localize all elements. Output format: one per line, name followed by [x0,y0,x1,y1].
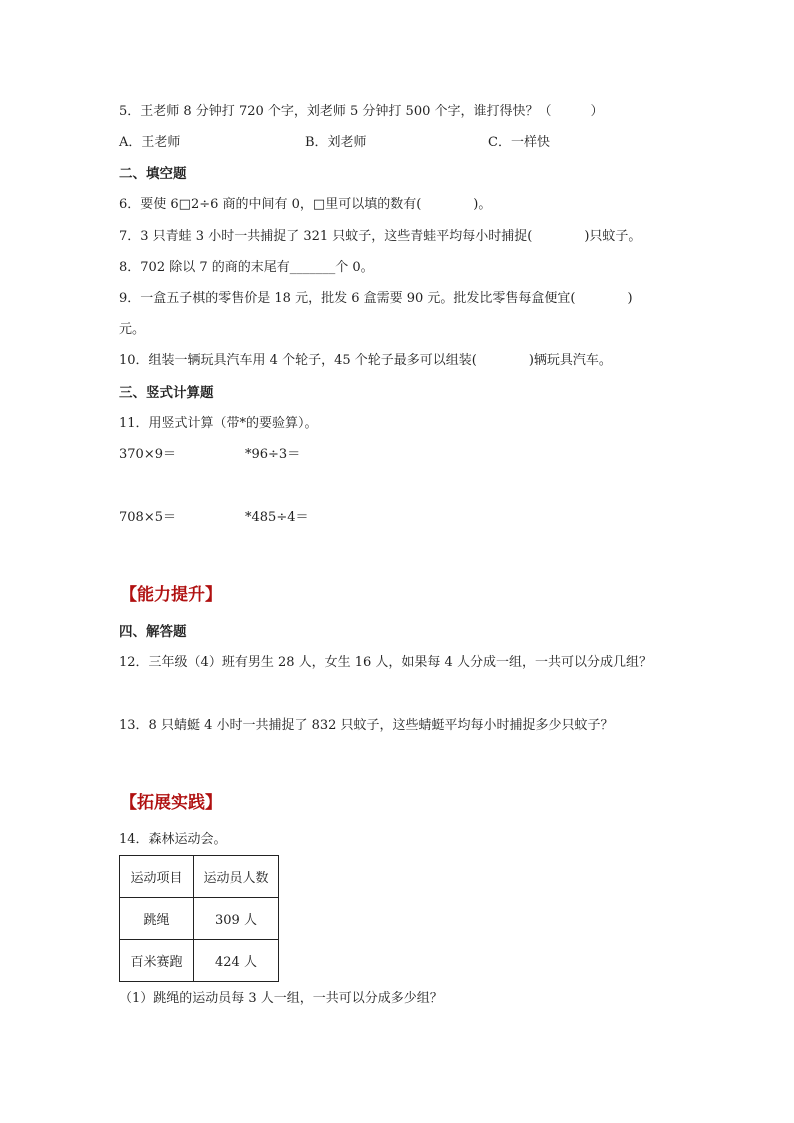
section-4-title: 四、解答题 [119,624,187,640]
q9-text-line1: 9．一盒五子棋的零售价是 18 元，批发 6 盒需要 90 元。批发比零售每盒便宜( ) [119,291,633,306]
extension-section-title: 【拓展实践】 [120,793,222,813]
table-row [120,898,279,940]
q10-text: 10．组装一辆玩具汽车用 4 个轮子，45 个轮子最多可以组装( )辆玩具汽车。 [119,353,612,368]
q14-text: 14．森林运动会。 [119,832,227,847]
q5-option-a: A．王老师 [119,135,181,150]
q11-text: 11．用竖式计算（带*的要验算）。 [119,416,318,431]
section-3-title: 三、竖式计算题 [119,385,214,401]
table-row [120,940,279,982]
table-header-row [120,856,279,898]
sports-table [119,855,279,982]
q11-item-1: 370×9＝ [119,447,176,462]
table-cell: 跳绳 [120,898,194,940]
q13-text: 13．8 只蜻蜓 4 小时一共捕捉了 832 只蚊子，这些蜻蜓平均每小时捕捉多少只蚊子？ [119,718,614,733]
table-header-cell: 运动员人数 [194,856,279,898]
q14-sub1-text: （1）跳绳的运动员每 3 人一组，一共可以分成多少组？ [119,991,443,1006]
q11-item-2: *96÷3＝ [245,447,301,462]
q7-text: 7．3 只青蛙 3 小时一共捕捉了 321 只蚊子，这些青蛙平均每小时捕捉( )只蚊子。 [119,229,642,244]
q5-option-c: C．一样快 [488,135,550,150]
q9-text-line2: 元。 [119,322,146,337]
q11-item-4: *485÷4＝ [245,510,309,525]
q12-text: 12．三年级（4）班有男生 28 人，女生 16 人，如果每 4 人分成一组，一共可以分成几组？ [119,655,652,670]
ability-section-title: 【能力提升】 [120,585,222,605]
q6-text: 6．要使 6□2÷6 商的中间有 0，□里可以填的数有( )。 [119,197,492,212]
table-cell: 百米赛跑 [120,940,194,982]
table-cell: 424 人 [194,940,279,982]
q11-item-3: 708×5＝ [119,510,176,525]
q5-text: 5．王老师 8 分钟打 720 个字，刘老师 5 分钟打 500 个字，谁打得快？（ ） [119,104,604,119]
table-cell: 309 人 [194,898,279,940]
table-header-cell: 运动项目 [120,856,194,898]
section-2-title: 二、填空题 [119,166,187,182]
q8-text: 8．702 除以 7 的商的末尾有_______个 0。 [119,260,374,275]
q5-option-b: B．刘老师 [305,135,367,150]
